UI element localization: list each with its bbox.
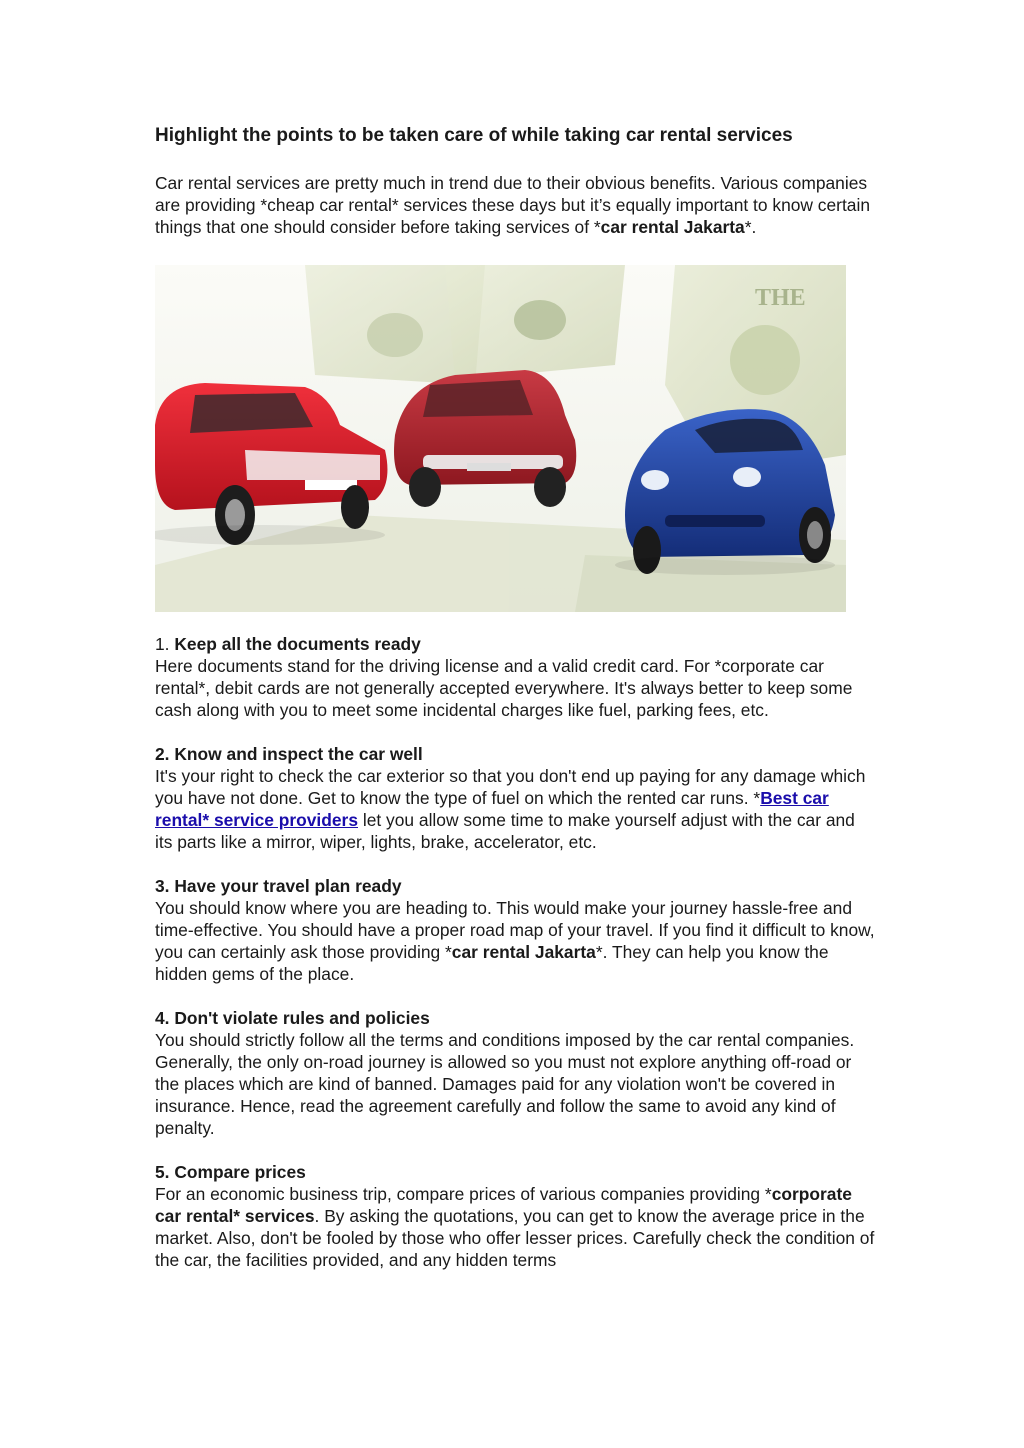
section-3-body-before: You should know where you are heading to. This would make your journey hassle-free and time-effective. You should have a proper road map of your travel. If you find it difficult to know, you can certainly ask those providing * <box>155 898 875 962</box>
section-3-heading <box>155 875 875 897</box>
section-5-title: Compare prices <box>174 1162 306 1182</box>
svg-text:THE: THE <box>755 285 806 311</box>
intro-paragraph <box>155 172 875 238</box>
section-5 <box>155 1161 875 1271</box>
document-page <box>155 122 875 1293</box>
section-4-body: You should strictly follow all the terms and conditions imposed by the car rental companies. Generally, the only on-road journey is allowed so you must not explore anything off-road or the places which are kind of banned. Damages paid for any violation won't be covered in insurance. Hence, read the agreement carefully and follow the same to avoid any kind of penalty. <box>155 1030 855 1138</box>
section-5-number: 5. <box>155 1162 170 1182</box>
section-4-heading <box>155 1007 875 1029</box>
section-4 <box>155 1007 875 1139</box>
section-5-bold-keyword: corporate car rental* services <box>155 1184 852 1226</box>
section-3-title: Have your travel plan ready <box>174 876 402 896</box>
section-5-body-before: For an economic business trip, compare prices of various companies providing * <box>155 1184 772 1204</box>
section-2-body-before: It's your right to check the car exterior so that you don't end up paying for any damage which you have not done. Get to know the type of fuel on which the rented car runs. * <box>155 766 866 808</box>
best-car-rental-link[interactable]: Best car rental* service providers <box>155 788 829 830</box>
money-bill-back-center <box>445 265 625 380</box>
page-title: Highlight the points to be taken care of while taking car rental services <box>155 125 793 146</box>
section-2-title: Know and inspect the car well <box>174 744 423 764</box>
section-1-title: Keep all the documents ready <box>174 634 421 654</box>
section-1-body: Here documents stand for the driving license and a valid credit card. For *corporate car rental*, debit cards are not generally accepted everywhere. It's always better to keep some cash along with you to meet some incidental charges like fuel, parking fees, etc. <box>155 656 853 720</box>
section-1 <box>155 633 875 721</box>
toy-cars-on-money-image <box>155 265 846 612</box>
section-5-heading <box>155 1161 875 1183</box>
section-4-number: 4. <box>155 1008 170 1028</box>
section-3-number: 3. <box>155 876 170 896</box>
section-5-body-after: . By asking the quotations, you can get to know the average price in the market. Also, don't be fooled by those who offer lesser prices. Carefully check the condition of the car, the facilities provided, and any hidden terms <box>155 1206 875 1270</box>
section-3 <box>155 875 875 985</box>
intro-after: *. <box>744 217 757 237</box>
intro-bold-keyword: car rental Jakarta <box>600 217 745 237</box>
section-2-body <box>155 765 875 853</box>
intro-text: Car rental services are pretty much in trend due to their obvious benefits. Various companies are providing *cheap car rental* services these days but it’s equally important to know certain things that one should consider before taking services of * <box>155 173 871 237</box>
section-4-title: Don't violate rules and policies <box>174 1008 430 1028</box>
section-3-body-after: *. They can help you know the hidden gems of the place. <box>155 942 829 984</box>
section-1-heading <box>155 633 875 655</box>
section-2-heading <box>155 743 875 765</box>
section-3-body <box>155 897 875 985</box>
section-1-number: 1. <box>155 634 170 654</box>
section-3-bold-keyword: car rental Jakarta <box>451 942 596 962</box>
section-5-body <box>155 1183 875 1271</box>
section-2 <box>155 743 875 853</box>
section-2-body-after: let you allow some time to make yourself adjust with the car and its parts like a mirror, wiper, lights, brake, accelerator, etc. <box>155 810 855 852</box>
section-2-number: 2. <box>155 744 170 764</box>
